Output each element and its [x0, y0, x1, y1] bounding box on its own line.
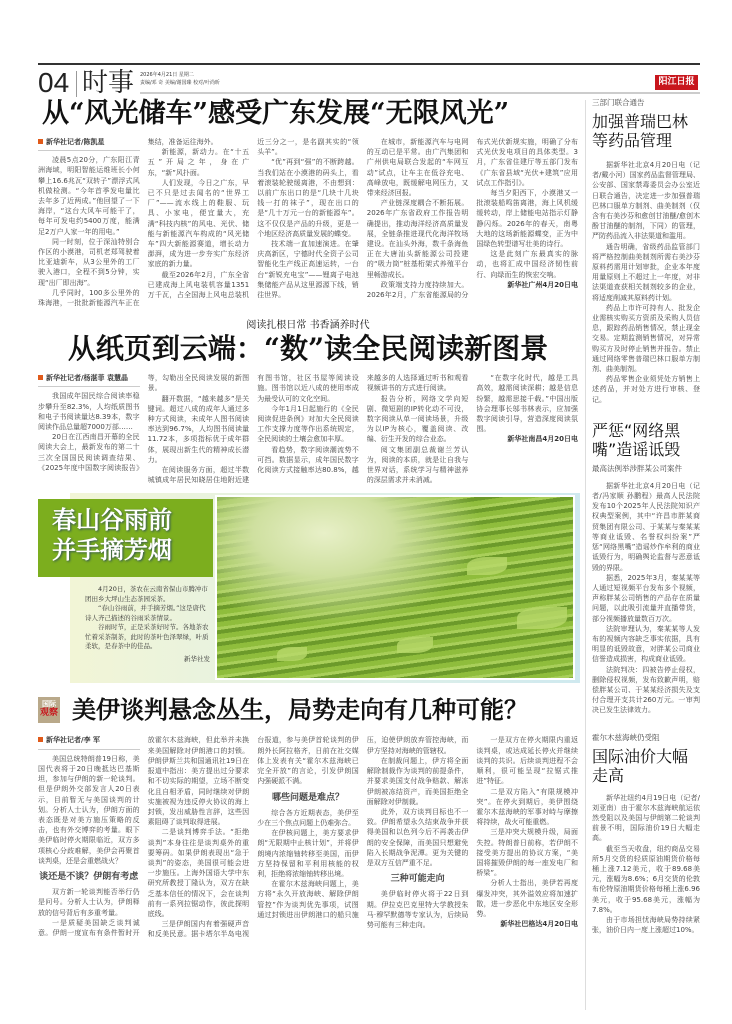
- paragraph: 在城市，新能源汽车与电网的互动已是平常。由广汽集团和广州供电局联合发起的“车网互动”试点，让车主在低谷充电、高峰放电，既缓解电网压力，又带来经济回报。: [366, 138, 469, 198]
- article3-header: [38, 693, 578, 727]
- article3-byline: 新华社记者/李 军: [38, 735, 140, 749]
- side-headline: 严惩“网络黑嘴”造谣诋毁: [592, 420, 681, 459]
- paragraph: 凌晨5点20分，广东阳江青洲海域，明阳智能运维班长小何攀上16.6兆瓦“双转子”漂浮式风机做检测。“今年首季发电量比去年多了近两成。”他回望了一下海岸，“这台大风车可能干了，每年可发电约5400万度，能满足2万户人家一年的用电。”: [38, 156, 140, 236]
- caption-paragraph: “春山谷雨前，并手摘芳烟。”这是唐代诗人齐己描述的谷雨采茶情景。: [85, 604, 206, 622]
- header-divider: [76, 71, 77, 97]
- side-article-drug-control: [592, 97, 700, 405]
- side-headline: 国际油价大幅走高: [592, 746, 689, 785]
- paragraph: “在数字化时代，越是工具高效，越需阅读深耕；越是信息纷繁，越需思接千载。”中国出版协会理事长邬书林表示，应加强数字阅读引导，营造深度阅读氛围。: [476, 374, 578, 434]
- paragraph: 在伊核问题上，美方要求伊朗“无限期中止核计划”，并将伊朗境内浓缩铀转移至美国，而伊方坚持保留和平利用核能的权利，拒绝将浓缩铀转移出境。: [257, 829, 359, 878]
- paragraph: 政策端支持力度持续加大。2026年2月，广东省能源局的分布式光伏新规实施，明确了分布式光伏发电项目的具体类型。3月，广东省住建厅等五部门发布《广东省县域“光伏+建筑”应用试点工作指引》。: [366, 138, 578, 300]
- photo-title-line: 并手摘芳烟: [52, 536, 172, 565]
- issue-date: 2026年4月21日 星期二: [140, 72, 194, 78]
- article2-kicker: 阅读扎根日常 书香涵养时代: [246, 320, 370, 332]
- side-subtitle: 最高法例举涉胖某公司案件: [592, 463, 682, 473]
- photo-feature: [38, 493, 578, 683]
- paragraph: 综合各方近期表态，美伊至少在三个焦点问题上仍难弥合。: [257, 808, 359, 827]
- subheading: 哪些问题是难点？: [271, 792, 344, 803]
- paragraph: 这是此刻广东最真实的脉动，也将汇成中国经济韧性前行、向绿而生的恢宏交响。: [476, 250, 578, 279]
- paragraph: 同一时刻，位于深汕特别合作区的小漠港，司机老郑驾驶着比亚迪新车，从3公里外的工厂驶入港口，全程不到5分钟，实现“出厂即出海”。: [38, 237, 140, 287]
- badge-line: 国际: [42, 700, 56, 709]
- paragraph: 美国总统特朗普19日称，美国代表将于20日晚抵达巴基斯坦，参加与伊朗的新一轮谈判。但是伊朗外交部发言人20日表示，目前暂无与美国谈判的计划。分析人士认为，伊朗方面的表态既是对美方施压策略的反击，也有外交博弈的考量。眼下美伊临时停火期限临近，双方多项核心分歧难解，美伊会再聚首谈判桌，还是会重燃战火？: [38, 754, 140, 865]
- article3-body: [38, 735, 578, 939]
- paragraph: 美伊临时停火将于22日到期。伊拉克巴克里特大学教授朱马·穆罕默德等专家认为，后续局势可能有三种走向。: [366, 890, 469, 929]
- badge-line: 观察: [39, 708, 58, 719]
- article2-body: [38, 373, 578, 485]
- dateline: 新华社巴格达4月20日电: [500, 920, 578, 929]
- paragraph: 药品零售企业须凭处方销售上述药品，并对处方进行审核、登记。: [592, 375, 700, 404]
- paragraph: 据新华社北京4月20日电（记者/冯家顺 孙鹏程）最高人民法院发布10个2025年人民法院知识产权典型案例，其中“许昌市胖某商贸集团有限公司、于某某与秦某某等商业诋毁、名誉权纠纷案”严惩“网络黑嘴”造谣炒作牟利的商业诋毁行为，明确舆论监督与恶意诋毁的界限。: [592, 481, 700, 572]
- subheading: 谈还是不谈？伊朗有考虑: [39, 871, 139, 882]
- article1-body: [38, 137, 578, 308]
- paragraph: 双方新一轮谈判能否举行仍是问号。分析人士认为，伊朗释放的信号背后有多重考量。: [38, 888, 140, 917]
- main-column: [38, 97, 578, 940]
- photo-title: [38, 499, 213, 577]
- article1-byline: 新华社记者/陈凯星: [38, 137, 140, 151]
- paragraph: 截至2026年2月，广东全省已建成海上风电装机容量1351万千瓦，占全国海上风电总装机近三分之一，是名副其实的“领头羊”。: [147, 138, 359, 300]
- paragraph: 药品上市许可持有人、批发企业需核实购买方资质及采购人员信息，跟踪药品销售情况，禁止现金交易。定期监测销售情况，对异常购买方及时停止销售并报告。禁止通过网络零售普瑞巴林口服单方制剂、曲美制剂。: [592, 303, 700, 374]
- caption-paragraph: 4月20日，茶农在云南省保山市腾冲市团田乡大坪山生态茶园采茶。: [85, 585, 208, 603]
- paragraph: 据新华社北京4月20日电（记者/戴小河）国家药品监督管理局、公安部、国家禁毒委员会办公室近日联合通告，决定进一步加强普瑞巴林口服单方制剂、曲美制剂（仅含有右美沙芬和愈创甘油醚/愈创木酚甘油醚的制剂，下同）的管理，严防药品流入非法渠道和滥用。: [592, 161, 700, 241]
- paragraph: 产业链深度耦合不断拓展。2026年广东省政府工作报告明确提出，推动海洋经济高质量发展，全链条推进现代化海洋牧场建设。在汕头外海，数千条海鱼正在大唐汕头新能源公司投建的“吸力筒”桩基桁架式养殖平台里畅游成长。: [366, 199, 469, 279]
- paragraph: 技术端一直加速演进。在肇庆高新区，宁德时代全资子公司智能化生产线正高速运转，一台台“新锐充电宝”——锂离子电池集储能产品从这里源源下线，销往世界。: [257, 240, 359, 300]
- paragraph: 在制裁问题上，伊方将全面解除制裁作为谈判的前提条件，并要求美国支付战争赔款、解冻伊朗被冻结资产，而美国拒绝全面解除对伊制裁。: [366, 756, 469, 806]
- paragraph: 一是双方在停火期限内重返谈判桌，或达成延长停火并继续谈判的共识。后续谈判进程不会顺利，很可能呈现“拉锯式推进”特征。: [476, 736, 578, 786]
- paragraph: 新能源，新动力。在“十五五”开局之年，身在广东，“新”风扑面。: [147, 148, 250, 177]
- paragraph: 在霍尔木兹海峡问题上，美方将“永久开放海峡、解除伊朗管控”作为谈判优先事项，试图通过封锁进出伊朗港口的船只施压，迫使伊朗放弃管控海峡，而伊方坚持对海峡的管辖权。: [257, 736, 469, 919]
- paragraph: 20日在江西南昌开幕的全民阅读大会上，最新发布的第二十三次全国国民阅读调查结果、《2025年度中国数字阅读报告》等，勾勒出全民阅读发展的新图景。: [38, 374, 250, 472]
- caption-paragraph: 谷雨时节，正是采茶好时节。各地茶农忙着采茶制茶，此时的茶叶色泽翠绿，叶质柔软，是春茶中的佳品。: [85, 623, 209, 651]
- article2-byline: 新华社记者/杨湛菲 袁慧晶: [38, 373, 140, 387]
- section-title: 时事: [82, 68, 135, 98]
- paragraph: 通告明确，省级药品监管部门将严格控制曲美制剂所需右美沙芬原料药需用计划审批，企业本年度用量原则上不超过上一年度，对非法渠道查获相关制剂较多的企业，将适度削减其原料药计划。: [592, 242, 700, 302]
- dateline: 新华社广州4月20日电: [507, 280, 578, 289]
- paragraph: 几乎同时，100多公里外的珠海港，一批批新能源汽车正在集结，准备运往海外。: [38, 138, 218, 308]
- paragraph: 法院判决：四被告停止侵权，删除侵权视频，发布致歉声明，赔偿胖某公司、于某某经济损失及支付合理开支共计260万元。一审判决已发生法律效力。: [592, 665, 700, 715]
- side-headline: 加强普瑞巴林等药品管理: [592, 112, 689, 150]
- paragraph: 分析人士指出，美伊若再度爆发冲突，其外溢效应将加速扩散，进一步恶化中东地区安全形势。: [476, 879, 578, 918]
- side-article-online-defamation: [592, 421, 700, 716]
- photo-credit: 新华社发: [184, 654, 210, 663]
- header-subrule: [140, 92, 700, 94]
- paragraph: 今年1月1日起施行的《全民阅读促进条例》对加大全民阅读工作支撑力度等作出系统规定，全民阅读的土壤会愈加丰厚。: [257, 404, 359, 444]
- paragraph: 在阅读服务方面，超过半数城镇成年居民知晓居住地附近建有图书馆，社区书屋等阅读设施。图书馆以近八成的使用率成为最受认可的文化空间。: [147, 374, 359, 485]
- paragraph: 翻开数据，“越来越多”是关键词。超过八成的成年人通过多种方式阅读，未成年人图书阅读率达到96.7%，人均图书阅读量11.72本，多项指标优于成年群体，展现出新生代的精神成长潜力。: [147, 394, 250, 464]
- photo-title-line: 春山谷雨前: [52, 506, 172, 535]
- side-kicker: 霍尔木兹海峡仍受阻: [592, 732, 660, 742]
- subheading: 三种可能走向: [390, 874, 445, 885]
- paragraph: 由于市场担忧海峡局势持续紧张，油价日内一度上涨超过10%。: [592, 915, 700, 935]
- paragraph: 三是冲突大规模升级，局面失控。特朗普日前称，若伊朗不接受美方提出的协议方案，“美国将摧毁伊朗的每一座发电厂和桥梁”。: [476, 828, 578, 878]
- paragraph: 新华社纽约4月19日电（记者/刘亚南）由于霍尔木兹海峡航运依然受阻以及美国与伊朗第二轮谈判前景不明，国际油价19日大幅走高。: [592, 793, 700, 843]
- paragraph: 一是质疑美国缺乏谈判诚意。伊朗一度宣布有条件暂时开放霍尔木兹海峡，但此举并未换来美国解除对伊朗港口的封锁。伊朗伊斯兰共和国通讯社19日在报道中指出：美方提出过分要求和不切实际的期望，立场不断变化且自相矛盾，同时继续对伊朗实施被视为违反停火协议的海上封锁，发出威胁性言辞，这些因素阻碍了谈判取得进展。: [38, 736, 250, 937]
- paragraph: 二是谈判博弈手法。“拒绝谈判”本身往往是谈判桌外的重要筹码。如果伊朗表现出“急于谈判”的姿态，美国很可能会进一步施压。上海外国语大学中东研究所教授丁隆认为，双方在缺乏基本信任的情况下，会在谈判前有一系列拉锯动作，彼此探明底线。: [147, 828, 250, 918]
- header-rule: [38, 63, 700, 65]
- paragraph: “优”再到“强”的不断跨越。当我们站在小漠港的码头上，看着滚装轮驶缓离港，不由想到：以前广东出口的是“几块十几块钱一打的袜子”，现在出口的是“几十万元一台的新能源车”。这不仅仅是产品的升级，更是一个地区经济高质量发展的蝶变。: [257, 158, 359, 238]
- photo-caption: [85, 585, 210, 664]
- paragraph: 三是伊朗国内有着强硬声音和反美民意。据卡塔尔半岛电视台报道，参与美伊首轮谈判的伊朗外长阿拉格齐，日前在社交媒体上发表有关“霍尔木兹海峡已完全开放”的言论，引发伊朗国内强硬派不满。: [147, 736, 359, 939]
- paragraph: 人们发现，今日之广东，早已不只是过去闻名的“世界工厂”——流水线上的鞋服、玩具、小家电，便宜量大，充满“科技内核”的风电、光伏、储能与新能源汽车构成的“风光储车”四大新能源赛道，增长动力澎湃，成为进一步夯实广东经济家底的新力量。: [147, 178, 250, 269]
- paragraph: 我国成年国民综合阅读率稳步攀升至82.3%，人均纸质图书和电子书阅读量达8.39本，数字阅读作品总量超7000万部……: [38, 392, 140, 432]
- article2-headline: 从纸页到云端：“数”读全民阅读新图景: [67, 332, 549, 366]
- side-kicker: 三部门联合通告: [592, 98, 645, 107]
- dateline: 新华社南昌4月20日电: [507, 435, 578, 444]
- newspaper-logo: 阳江日报: [655, 75, 698, 90]
- tea-garden-photo: [215, 495, 575, 680]
- article3-headline: 美伊谈判悬念丛生，局势走向有几种可能？: [72, 695, 528, 725]
- paragraph: 每当夕阳西下，小漠港又一批滚装船鸣笛离港，海上风机缓缓转动，岸上储能电站指示灯静静闪烁。2026年的春天，南粤大地的这场新能源蝶变，正为中国绿色转型谱写壮美的诗行。: [476, 189, 578, 249]
- paragraph: 二是双方陷入“有限规模冲突”。在停火到期后，美伊围绕霍尔木兹海峡的军事对峙与摩擦将持续，战火可能重燃。: [476, 787, 578, 827]
- header-meta: [140, 71, 220, 87]
- paragraph: 看趋势，数字阅读潮流势不可挡。数据显示，成年国民数字化阅读方式接触率达80.8%，越来越多的人选择通过听书和观看视频讲书的方式进行阅读。: [257, 374, 469, 475]
- staff-credits: 责编/邓 奇 美编/谢国臻 校对/叶尚昕: [140, 80, 220, 86]
- page-number: 04: [38, 67, 70, 98]
- article1-headline: 从“风光储车”感受广东发展“无限风光”: [42, 98, 510, 129]
- paragraph: 截至当天收盘，纽约商品交易所5月交货的轻质原油期货价格每桶上涨7.12美元，收于89.68美元，涨幅为8.6%；6月交货的伦敦布伦特原油期货价格每桶上涨6.96美元，收于95.68美元，涨幅为7.8%。: [592, 844, 700, 914]
- paragraph: 阅文集团副总裁谢兰芳认为，阅读的本质，就是让自我与世界对话，系统学习与精神滋养的深层需求并未消减。: [366, 445, 469, 485]
- paragraph: 据悉，2025年3月，秦某某等人通过短视频平台发布多个视频，声称胖某公司销售的产品存在质量问题，以此吸引流量并直播带货，部分视频播放量数百万次。: [592, 573, 700, 623]
- side-column: [592, 97, 700, 935]
- paragraph: 此外，双方谈判目标也不一致。伊朗希望永久结束战争并获得美国和以色列今后不再袭击伊朗的安全保障，而美国只想避免陷入长期战争泥潭。更为关键的是双方互信严重不足。: [366, 807, 469, 867]
- column-divider: [585, 100, 586, 1010]
- paragraph: 法院审理认为，秦某某等人发布的视频内容缺乏事实依据，具有明显的诋毁故意，对胖某公司商业信誉造成损害，构成商业诋毁。: [592, 624, 700, 664]
- paragraph: 报告分析，网络文学向短剧、微短剧的IP转化动不可没，数字阅读从单一阅读场景，升级为以IP为核心，覆盖阅读、改编、衍生开发的综合业态。: [366, 394, 469, 444]
- side-article-oil-price: [592, 732, 700, 936]
- international-observation-badge: [38, 697, 60, 723]
